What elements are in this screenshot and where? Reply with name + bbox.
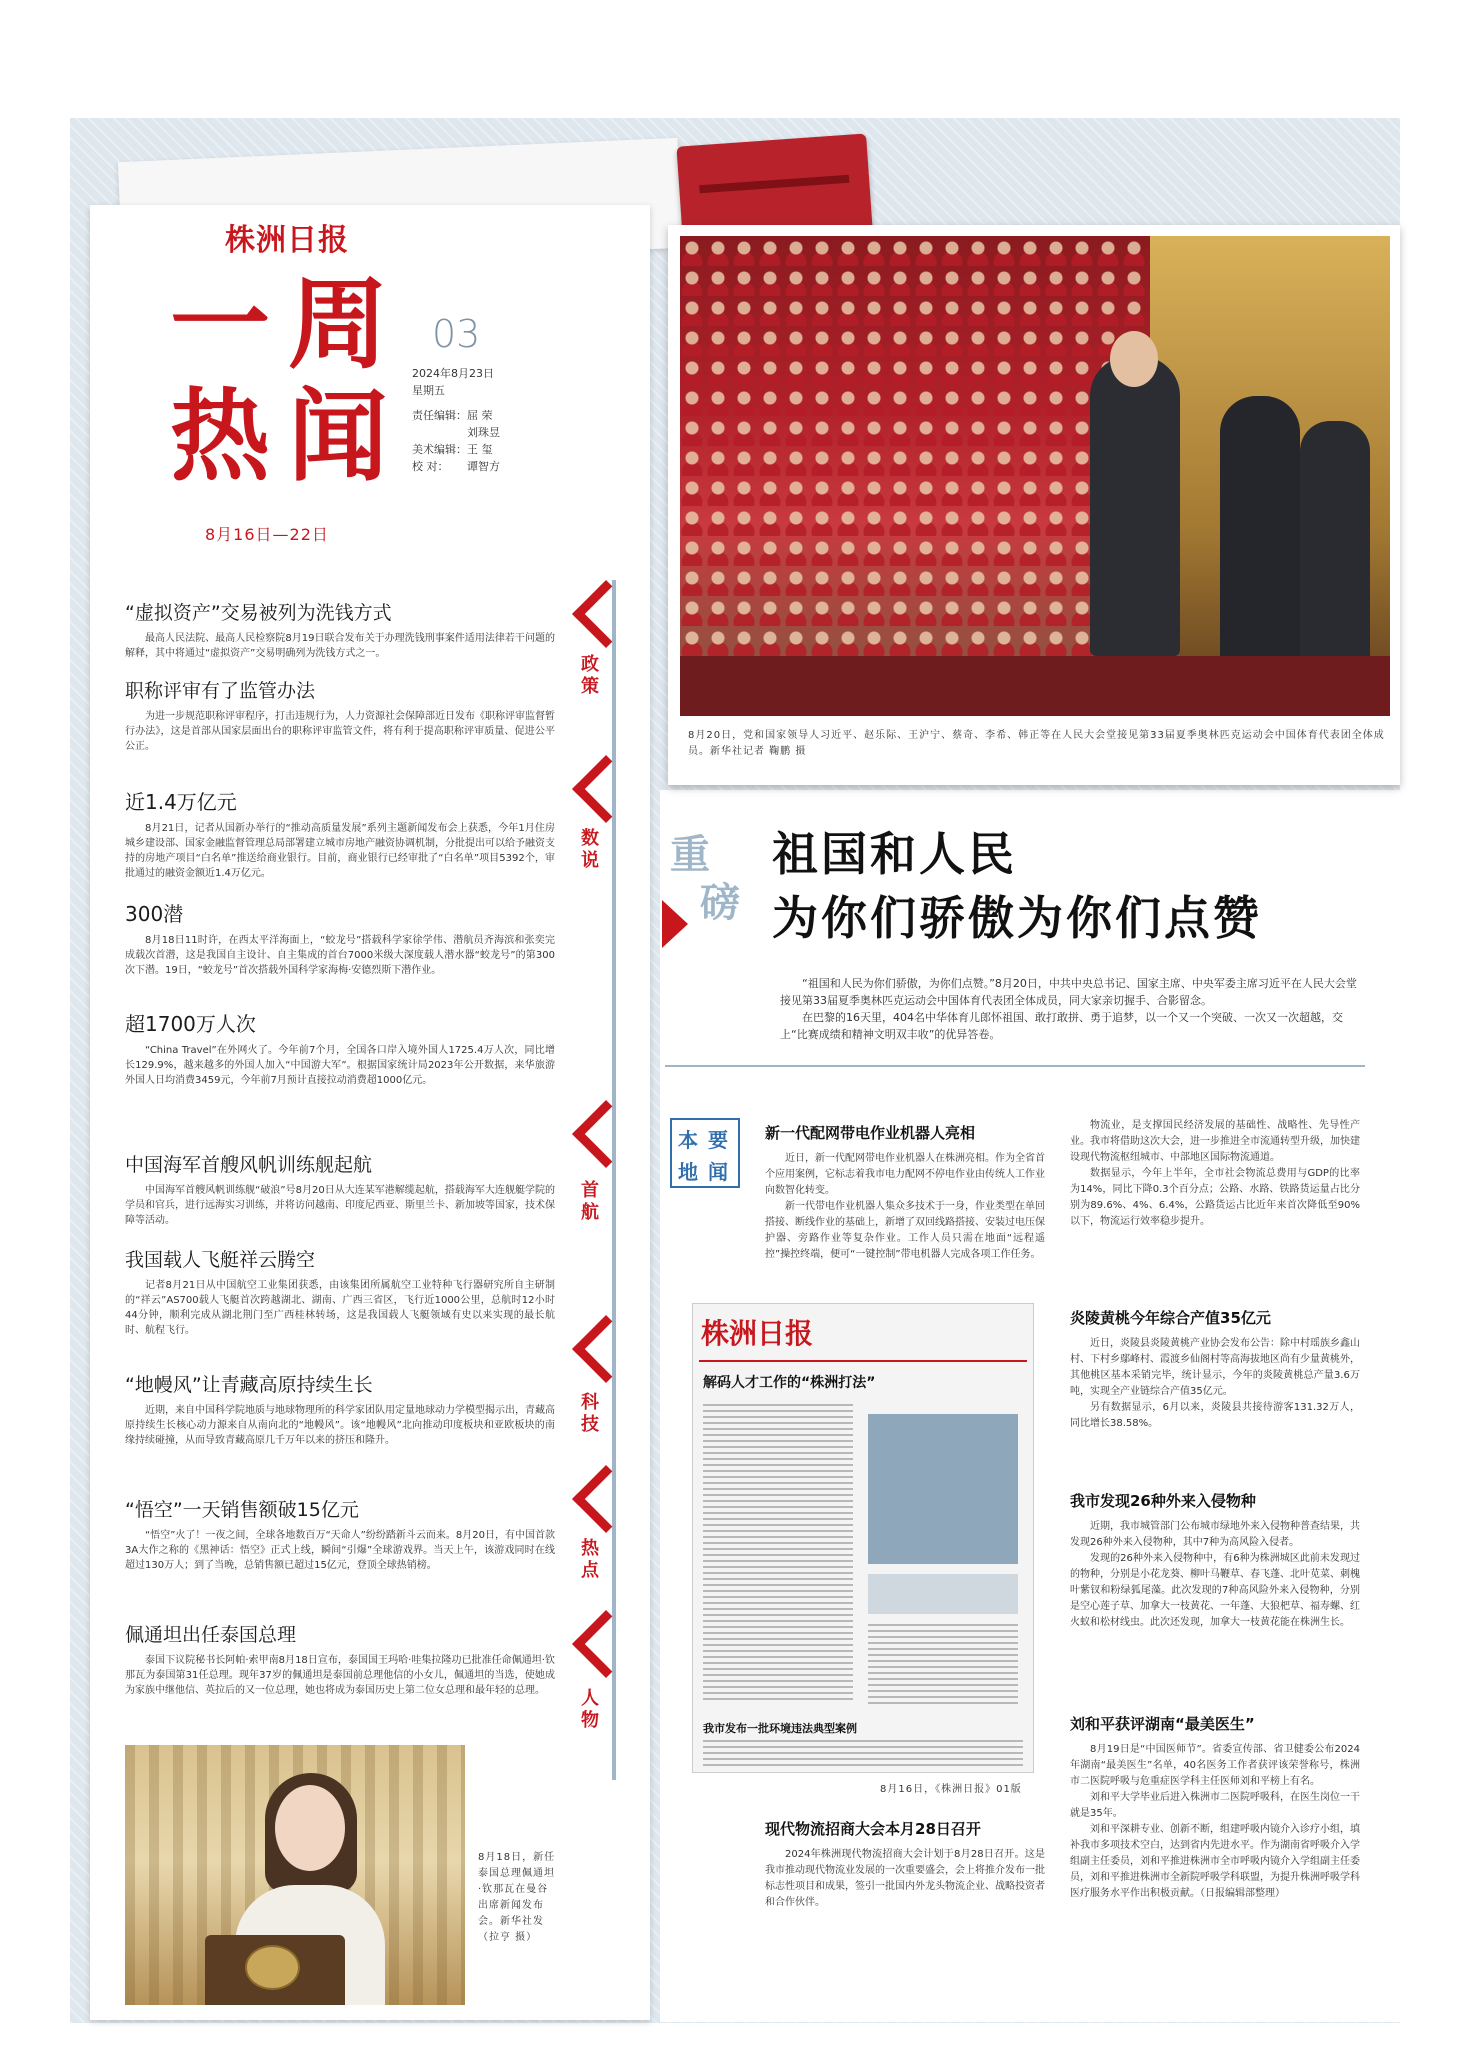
news-body: 8月21日，记者从国新办举行的“推动高质量发展”系列主题新闻发布会上获悉，今年1月住房城乡建设部、国家金融监督管理总局部署建立城市房地产融资协调机制，分批提出可以给予融资支持的房地产项目“白名单”推送给商业银行。目前，商业银行已经审批了“白名单”项目5392个，审批通过的融资金额近1.4万亿元。 xyxy=(125,823,555,879)
staff-name: 王 玺 xyxy=(467,443,493,456)
news-title: 近1.4万亿元 xyxy=(125,790,237,814)
news-item xyxy=(125,786,555,881)
news-body: 泰国下议院秘书长阿帕·索甲南8月18日宣布，泰国国王玛哈·哇集拉隆功已批准任命佩通坦·钦那瓦为泰国第31任总理。现年37岁的佩通坦是泰国前总理他信的小女儿，佩通坦的当选，使她成为家族中继他信、英拉后的又一位总理，她也将成为泰国历史上第二位女总理和最年轻的总理。 xyxy=(125,1655,555,1696)
section-title: 一周热闻 xyxy=(170,265,406,495)
main-photo-caption: 8月20日，党和国家领导人习近平、赵乐际、王沪宁、蔡奇、李希、韩正等在人民大会堂接见第33届夏季奥林匹克运动会中国体育代表团全体成员。新华社记者 鞠鹏 摄 xyxy=(688,730,1385,757)
weekday-text: 星期五 xyxy=(412,384,445,397)
photo-figure xyxy=(1300,421,1370,671)
category-label-hot: 热点 xyxy=(581,1538,599,1581)
issue-date xyxy=(412,365,494,399)
thumbnail-text-block xyxy=(868,1624,1018,1704)
local-article-logistics xyxy=(765,1818,1045,1911)
thumbnail-headline: 解码人才工作的“株洲打法” xyxy=(703,1375,876,1391)
staff-name: 刘珠昱 xyxy=(467,426,500,439)
news-title: “地幔风”让青藏高原持续生长 xyxy=(125,1374,373,1396)
news-item xyxy=(125,1150,555,1228)
thumbnail-text-block xyxy=(703,1404,853,1704)
triangle-arrow-icon xyxy=(662,900,688,948)
week-range: 8月16日—22日 xyxy=(205,525,329,544)
page-number: 03 xyxy=(432,312,481,356)
local-tag-char: 本 xyxy=(678,1128,698,1152)
news-body: 近期，来自中国科学院地质与地球物理所的科学家团队用定量地球动力学模型揭示出，青藏高原持续生长核心动力源来自从南向北的“地幔风”。该“地幔风”北向推动印度板块和亚欧板块的南缘持续碰撞，从而导致青藏高原几千万年以来的挤压和隆升。 xyxy=(125,1405,555,1446)
staff-name: 谭智方 xyxy=(467,460,500,473)
news-body: 最高人民法院、最高人民检察院8月19日联合发布关于办理洗钱刑事案件适用法律若干问题的解释，其中将通过“虚拟资产”交易明确列为洗钱方式之一。 xyxy=(125,633,555,659)
chevron-icon xyxy=(560,1110,640,1158)
article-paragraph: 近期，我市城管部门公布城市绿地外来入侵物种普查结果，共发现26种外来入侵物种，其中7种为高风险入侵者。 xyxy=(1070,1521,1360,1548)
local-tag-char: 闻 xyxy=(708,1160,728,1184)
article-title: 新一代配网带电作业机器人亮相 xyxy=(765,1124,976,1142)
chevron-icon xyxy=(560,765,640,813)
staff-list xyxy=(412,407,500,475)
local-article-robot xyxy=(765,1122,1045,1263)
thumbnail-masthead: 株洲日报 xyxy=(701,1317,814,1350)
news-title: 佩通坦出任泰国总理 xyxy=(125,1624,297,1646)
staff-row xyxy=(412,458,500,475)
local-article-logistics-cont xyxy=(1070,1118,1360,1230)
front-page-thumbnail xyxy=(692,1303,1034,1773)
thumbnail-subheadline: 我市发布一批环境违法典型案例 xyxy=(703,1722,857,1735)
article-title: 刘和平获评湖南“最美医生” xyxy=(1070,1715,1255,1733)
article-paragraph: 刘和平大学毕业后进入株洲市二医院呼吸科，在医生岗位一干就是35年。 xyxy=(1070,1792,1360,1819)
staff-row xyxy=(412,424,500,441)
article-paragraph: 数据显示，今年上半年，全市社会物流总费用与GDP的比率为14%，同比下降0.3个百分点；公路、水路、铁路货运量占比分别为89.6%、4%、6.4%，公路货运占比近年来首次降低至90%以下，物流运行效率稳步提升。 xyxy=(1070,1168,1360,1227)
chevron-icon xyxy=(560,590,640,638)
chevron-icon xyxy=(560,1620,640,1668)
news-item xyxy=(125,676,555,754)
photo-crowd xyxy=(680,236,1150,716)
lead-paragraph: 在巴黎的16天里，404名中华体育儿郎怀祖国、敢打敢拼、勇于追梦，以一个又一个突破、一次又一次超越，交上“比赛成绩和精神文明双丰收”的优异答卷。 xyxy=(780,1011,1343,1041)
staff-name: 屈 荣 xyxy=(467,409,493,422)
news-title: 300潜 xyxy=(125,902,184,926)
staff-row xyxy=(412,407,500,424)
news-item xyxy=(125,598,555,661)
staff-role: 责任编辑： xyxy=(412,409,467,422)
news-body: 中国海军首艘风帆训练舰“破浪”号8月20日从大连某军港解缆起航，搭载海军大连舰艇学院的学员和官兵，进行远海实习训练，并将访问越南、印度尼西亚、斯里兰卡、新加坡等国家，技术保障等活动。 xyxy=(125,1185,555,1226)
podium-seal-icon xyxy=(245,1945,300,1990)
news-item xyxy=(125,898,555,978)
feature-tag-2: 磅 xyxy=(700,879,740,926)
article-paragraph: 近日，炎陵县炎陵黄桃产业协会发布公告：除中村瑶族乡鑫山村、下村乡鄢峰村、霞渡乡仙阁村等高海拔地区尚有少量黄桃外，其他桃区基本采销完毕，统计显示，今年的炎陵黄桃总产量3.6万吨，实现全产业链综合产值35亿元。 xyxy=(1070,1338,1360,1397)
news-title: 我国载人飞艇祥云腾空 xyxy=(125,1249,316,1271)
news-body: “China Travel”在外网火了。今年前7个月，全国各口岸入境外国人1725.4万人次，同比增长129.9%，越来越多的外国人加入“中国游大军”。根据国家统计局2023年公开数据，来华旅游外国人日均消费3459元，今年前7月预计直接拉动消费超1000亿元。 xyxy=(125,1045,555,1086)
lead-paragraph: “祖国和人民为你们骄傲，为你们点赞。”8月20日，中共中央总书记、国家主席、中央军委主席习近平在人民大会堂接见第33届夏季奥林匹克运动会中国体育代表团全体成员，同大家亲切握手、合影留念。 xyxy=(780,977,1357,1007)
article-paragraph: 刘和平深耕专业、创新不断，组建呼吸内镜介入诊疗小组，填补我市多项技术空白，达到省内先进水平。作为湖南省呼吸介入学组副主任委员，刘和平推进株洲市全市呼吸内镜介入学组副主任委员，刘和平推进株洲市全新院呼吸学科联盟，为提升株洲呼吸学科医疗服务水平作出积极贡献。（日报编辑部整理） xyxy=(1070,1824,1360,1899)
photo-face xyxy=(275,1785,345,1871)
news-title: “虚拟资产”交易被列为洗钱方式 xyxy=(125,602,392,624)
section-divider xyxy=(665,1065,1365,1067)
local-article-invasive xyxy=(1070,1490,1360,1631)
photo-figure-head xyxy=(1110,331,1158,387)
article-paragraph: 发现的26种外来入侵物种中，有6种为株洲城区此前未发现过的物种，分别是小花龙葵、柳叶马鞭草、春飞蓬、北叶苋菜、刺槐叶紫钗和粉绿狐尾藻。此次发现的7种高风险外来入侵物种，分别是空心莲子草、加拿大一枝黄花、一年蓬、大狼杷草、福寿螺、红火蚁和松材线虫。此次还发现，加拿大一枝黄花能在株洲生长。 xyxy=(1070,1553,1360,1628)
news-body: 记者8月21日从中国航空工业集团获悉，由该集团所属航空工业特种飞行器研究所自主研制的“祥云”AS700载人飞艇首次跨越湖北、湖南、广西三省区，飞行近1000公里，总航时12小时44分钟，顺利完成从湖北荆门至广西桂林转场，这是我国载人飞艇领域有史以来实现的最长航时、航程飞行。 xyxy=(125,1280,555,1336)
headline-line-1: 祖国和人民 xyxy=(772,827,1017,881)
news-body: “悟空”火了！一夜之间，全球各地数百万“天命人”纷纷踏新斗云而来。8月20日，有中国首款3A大作之称的《黑神话：悟空》正式上线，瞬间“引爆”全球游戏界。当天上午，该游戏同时在线超过130万人；到了当晚，总销售额已超过15亿元，登顶全球热销榜。 xyxy=(125,1530,555,1571)
article-paragraph: 近日，新一代配网带电作业机器人在株洲亮相。作为全省首个应用案例，它标志着我市电力配网不停电作业由传统人工作业向数智化转变。 xyxy=(765,1153,1045,1196)
staff-role: 美术编辑： xyxy=(412,443,467,456)
thumbnail-text-block xyxy=(703,1740,1023,1770)
staff-row xyxy=(412,441,500,458)
article-paragraph: 2024年株洲现代物流招商大会计划于8月28日召开。这是我市推动现代物流业发展的一次重要盛会，会上将推介发布一批标志性项目和成果，签引一批国内外龙头物流企业、战略投资者和合作伙伴。 xyxy=(765,1849,1045,1908)
chevron-icon xyxy=(560,1325,640,1373)
news-item xyxy=(125,1495,555,1573)
article-title: 炎陵黄桃今年综合产值35亿元 xyxy=(1070,1309,1271,1327)
feature-lead xyxy=(780,975,1360,1043)
local-article-doctor xyxy=(1070,1713,1360,1902)
staff-role: 校 对： xyxy=(412,460,449,473)
local-news-tag xyxy=(670,1118,740,1188)
news-item xyxy=(125,1620,555,1698)
person-photo-caption: 8月18日，新任泰国总理佩通坦·钦那瓦在曼谷出席新闻发布会。新华社发（拉亨 摄） xyxy=(478,1852,556,1943)
thumbnail-caption: 8月16日，《株洲日报》01版 xyxy=(880,1784,1022,1795)
category-axis xyxy=(612,580,616,1780)
news-item xyxy=(125,1370,555,1448)
date-text: 2024年8月23日 xyxy=(412,367,494,380)
feature-tag-1: 重 xyxy=(670,831,710,878)
category-label-tech: 科技 xyxy=(581,1392,599,1435)
photo-figure xyxy=(1220,396,1300,666)
photo-floor xyxy=(680,656,1390,716)
person-photo xyxy=(125,1745,465,2005)
local-tag-char: 地 xyxy=(678,1160,698,1184)
staff-role xyxy=(412,424,467,441)
photo-figure xyxy=(1090,356,1180,656)
news-body: 为进一步规范职称评审程序，打击违规行为，人力资源社会保障部近日发布《职称评审监督暂行办法》，这是首部从国家层面出台的职称评审监管文件，将有利于提高职称评审质量、促进公平公正。 xyxy=(125,711,555,752)
news-title: 超1700万人次 xyxy=(125,1012,256,1036)
chevron-icon xyxy=(560,1475,640,1523)
headline-line-2: 为你们骄傲为你们点赞 xyxy=(772,891,1262,945)
thumbnail-box xyxy=(868,1574,1018,1614)
news-body: 8月18日11时许，在西太平洋海面上，“蛟龙号”搭载科学家徐学伟、潜航员齐海滨和张奕完成载次首潜，这是我国自主设计、自主集成的首台7000米级大深度载人潜水器“蛟龙号”的第300次下潜。19日，“蛟龙号”首次搭载外国科学家海梅·安德烈斯下潜作业。 xyxy=(125,935,555,976)
news-title: 中国海军首艘风帆训练舰起航 xyxy=(125,1154,373,1176)
category-label-numbers: 数说 xyxy=(581,828,599,871)
feature-headline xyxy=(772,822,1262,950)
article-paragraph: 8月19日是“中国医师节”。省委宣传部、省卫健委公布2024年湖南“最美医生”名单，40名医务工作者获评该荣誉称号，株洲市二医院呼吸与危重症医学科主任医师刘和平榜上有名。 xyxy=(1070,1744,1360,1787)
thumbnail-photo xyxy=(868,1414,1018,1564)
article-title: 我市发现26种外来入侵物种 xyxy=(1070,1492,1256,1510)
article-title: 现代物流招商大会本月28日召开 xyxy=(765,1820,981,1838)
news-item xyxy=(125,1245,555,1338)
masthead-logo: 株洲日报 xyxy=(225,223,349,258)
category-label-policy: 政策 xyxy=(581,654,599,697)
article-paragraph: 新一代带电作业机器人集众多技术于一身，作业类型在单回搭接、断线作业的基础上，新增了双回线路搭接、安装过电压保护器、旁路作业等复杂作业。工作人员只需在地面“远程遥控”操控终端，便可“一键控制”带电机器人完成各项工作任务。 xyxy=(765,1201,1045,1260)
local-article-peach xyxy=(1070,1307,1360,1432)
news-item xyxy=(125,1008,555,1088)
news-title: 职称评审有了监管办法 xyxy=(125,680,316,702)
thumbnail-rule xyxy=(699,1360,1027,1362)
article-paragraph: 另有数据显示，6月以来，炎陵县共接待游客131.32万人，同比增长38.58%。 xyxy=(1070,1402,1360,1429)
article-paragraph: 物流业，是支撑国民经济发展的基础性、战略性、先导性产业。我市将借助这次大会，进一步推进全市流通转型升级，加快建设现代物流枢纽城市、中部地区国际物流通道。 xyxy=(1070,1120,1360,1163)
news-title: “悟空”一天销售额破15亿元 xyxy=(125,1499,359,1521)
main-photo xyxy=(680,236,1390,716)
local-tag-char: 要 xyxy=(708,1128,728,1152)
category-label-people: 人物 xyxy=(581,1688,599,1731)
category-label-maiden: 首航 xyxy=(581,1180,599,1223)
